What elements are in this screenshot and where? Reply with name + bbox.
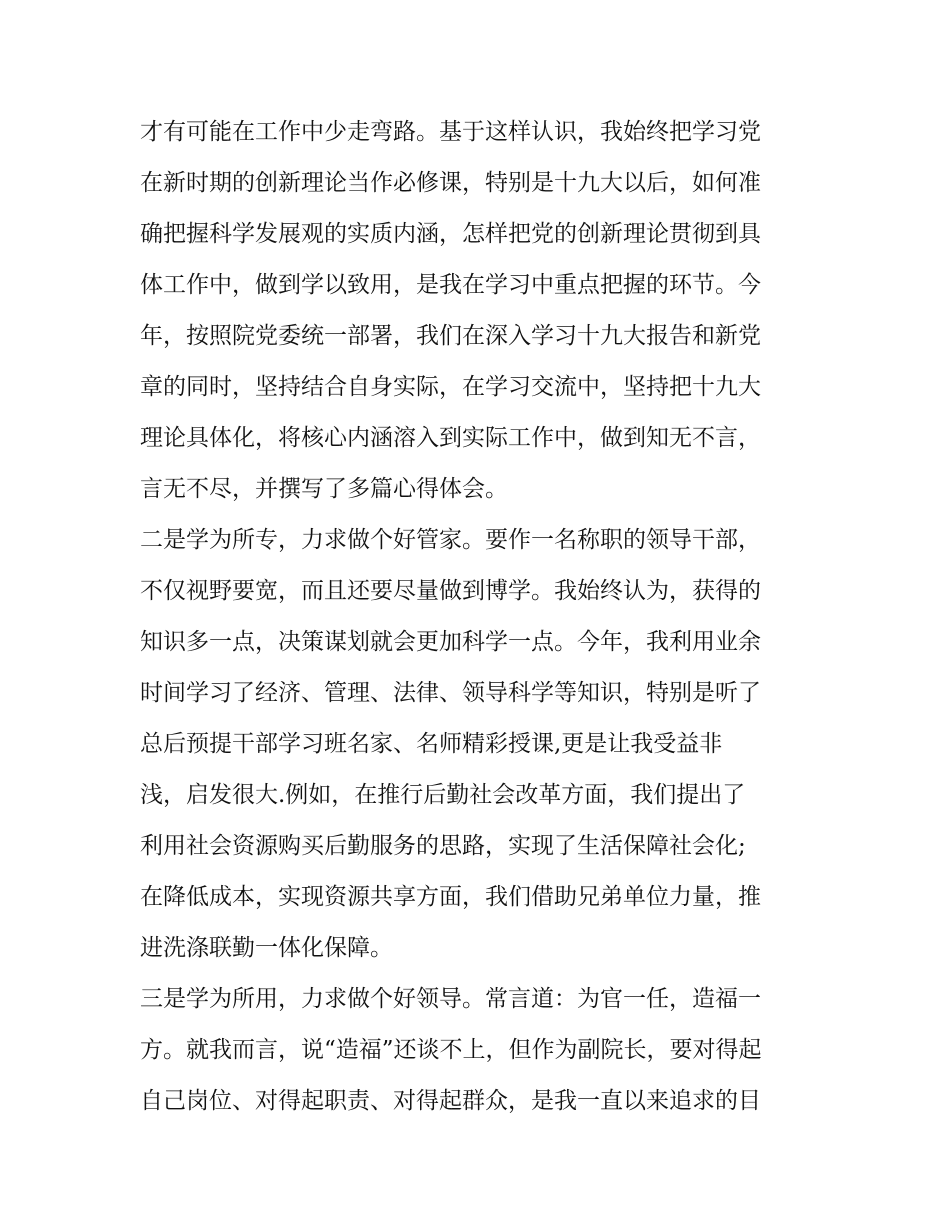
text-line: 章的同时，坚持结合自身实际，在学习交流中，坚持把十九大 (140, 374, 761, 400)
text-line: 体工作中，做到学以致用，是我在学习中重点把握的环节。今 (140, 272, 761, 298)
text-line: 二是学为所专，力求做个好管家。要作一名称职的领导干部， (140, 527, 761, 553)
text-line: 年，按照院党委统一部署，我们在深入学习十九大报告和新党 (140, 323, 761, 349)
text-line: 利用社会资源购买后勤服务的思路，实现了生活保障社会化; (140, 833, 746, 859)
text-line: 理论具体化，将核心内涵溶入到实际工作中，做到知无不言， (140, 425, 761, 451)
text-line: 浅，启发很大.例如，在推行后勤社会改革方面，我们提出了 (140, 782, 746, 808)
text-line: 进洗涤联勤一体化保障。 (140, 935, 393, 961)
text-line: 时间学习了经济、管理、法律、领导科学等知识，特别是听了 (140, 680, 761, 706)
text-line: 方。就我而言，说“造福”还谈不上，但作为副院长，要对得起 (140, 1037, 762, 1063)
text-line: 确把握科学发展观的实质内涵，怎样把党的创新理论贯彻到具 (140, 221, 761, 247)
text-line: 言无不尽，并撰写了多篇心得体会。 (140, 476, 508, 502)
text-line: 才有可能在工作中少走弯路。基于这样认识，我始终把学习党 (140, 119, 761, 145)
text-line: 三是学为所用，力求做个好领导。常言道：为官一任，造福一 (140, 986, 761, 1012)
text-line: 知识多一点，决策谋划就会更加科学一点。今年，我利用业余 (140, 629, 761, 655)
text-line: 在新时期的创新理论当作必修课，特别是十九大以后，如何准 (140, 170, 761, 196)
body-text (140, 107, 820, 1127)
text-line: 总后预提干部学习班名家、名师精彩授课,更是让我受益非 (140, 731, 723, 757)
text-line: 自己岗位、对得起职责、对得起群众，是我一直以来追求的目 (140, 1088, 761, 1114)
text-line: 不仅视野要宽，而且还要尽量做到博学。我始终认为，获得的 (140, 578, 761, 604)
text-line: 在降低成本，实现资源共享方面，我们借助兄弟单位力量，推 (140, 884, 761, 910)
